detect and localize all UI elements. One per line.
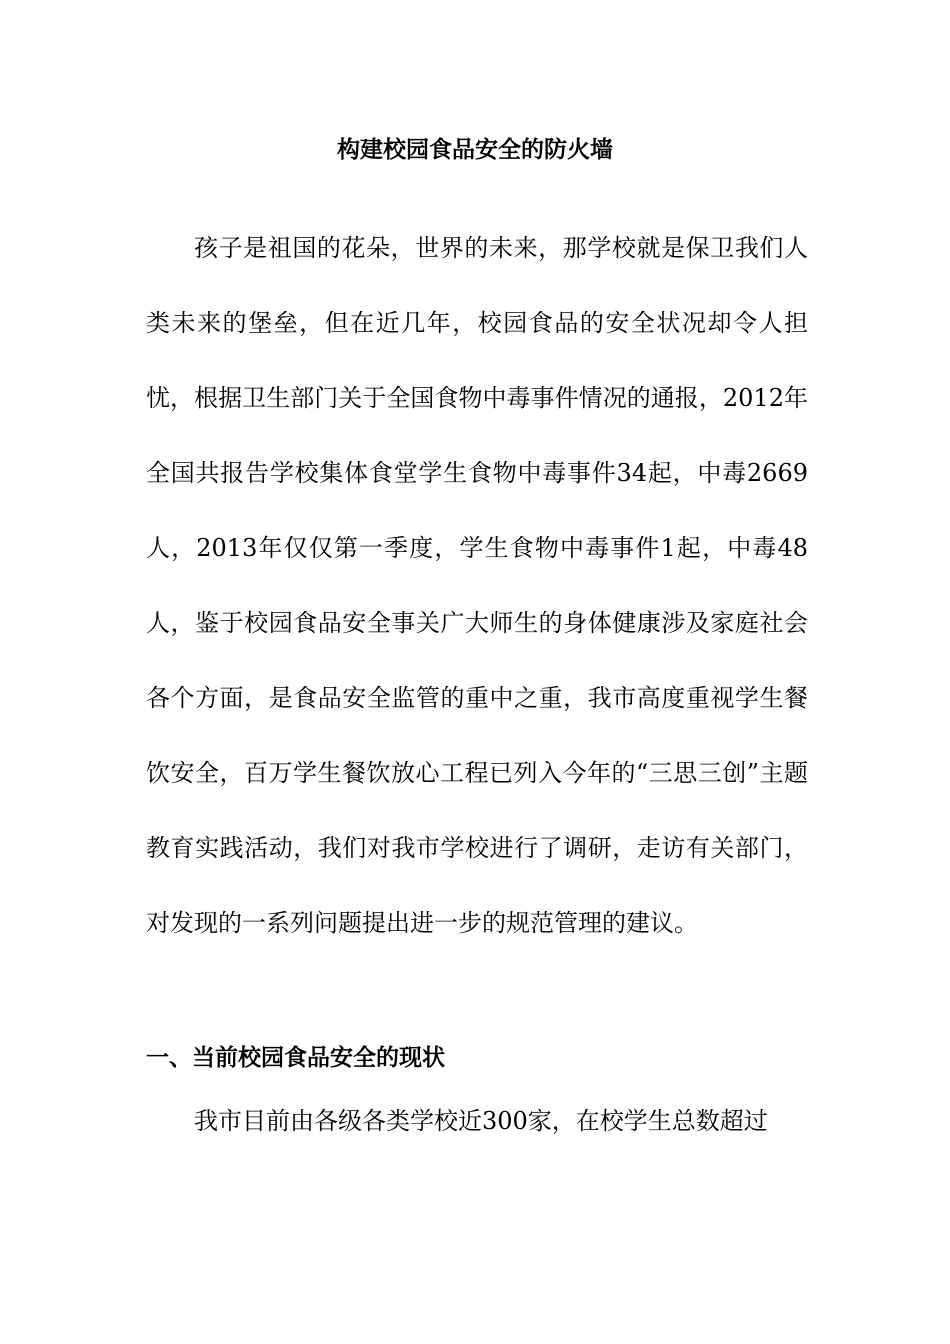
section-heading: 一、当前校园食品安全的现状 (146, 1045, 445, 1071)
document-title: 构建校园食品安全的防火墙 (337, 137, 613, 163)
intro-paragraph: 孩子是祖国的花朵，世界的未来，那学校就是保卫我们人类未来的堡垒，但在近几年，校园食品的安全状况却令人担忧，根据卫生部门关于全国食物中毒事件情况的通报，2012年全国共报告学校集体食堂学生食物中毒事件34起，中毒2669人，2013年仅仅第一季度，学生食物中毒事件1起，中毒48人，鉴于校园食品安全事关广大师生的身体健康涉及家庭社会各个方面，是食品安全监管的重中之重，我市高度重视学生餐饮安全，百万学生餐饮放心工程已列入今年的“三思三创”主题教育实践活动，我们对我市学校进行了调研，走访有关部门，对发现的一系列问题提出进一步的规范管理的建议。 (146, 234, 808, 937)
section-paragraph: 我市目前由各级各类学校近300家，在校学生总数超过 (194, 1107, 768, 1135)
